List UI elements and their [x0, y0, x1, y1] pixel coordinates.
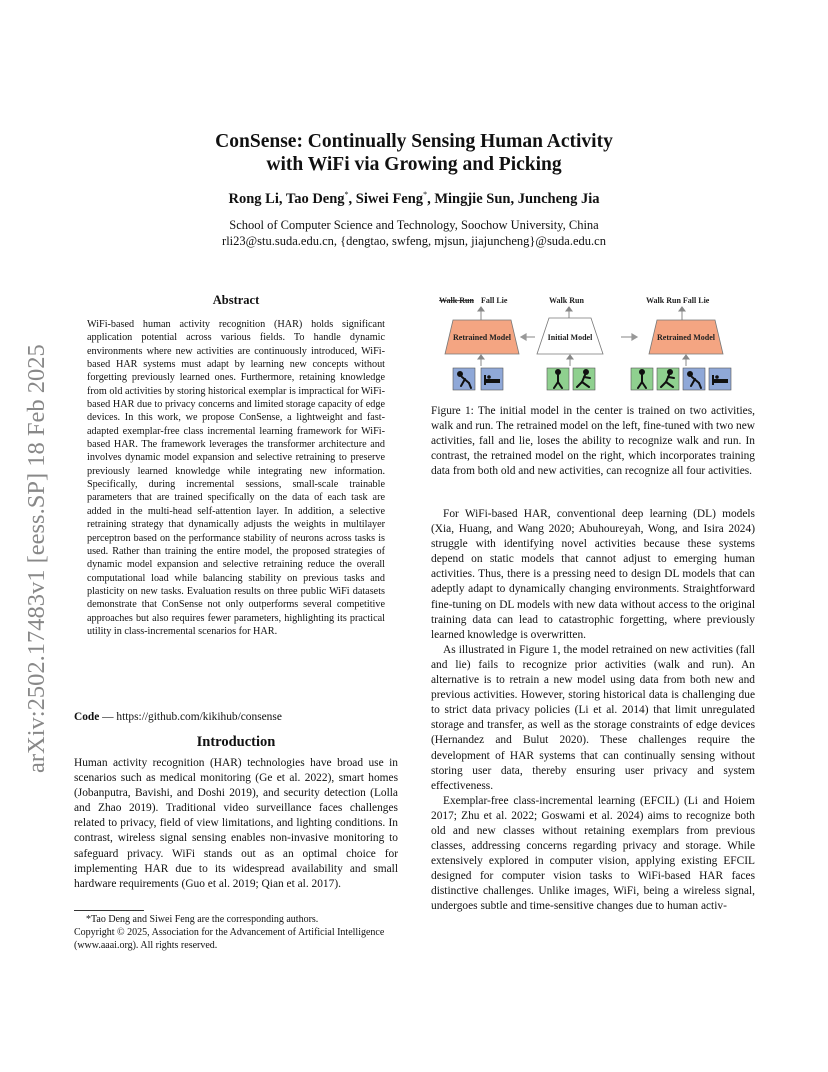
code-line	[74, 711, 398, 723]
corresponding-mark: *	[344, 190, 349, 199]
author-rest: , Mingjie Sun, Juncheng Jia	[427, 190, 600, 207]
footnote-corresponding: *Tao Deng and Siwei Feng are the corresponding authors.	[86, 914, 319, 925]
code-link[interactable]: — https://github.com/kikihub/consense	[99, 711, 282, 723]
arxiv-stamp	[14, 285, 54, 775]
title-line-2: with WiFi via Growing and Picking	[266, 154, 562, 175]
right-activity-icons	[631, 368, 731, 390]
paragraph: For WiFi-based HAR, conventional deep learning (DL) models (Xia, Huang, and Wang 2020; Abuhoureyah, Wong, and Isira 2024) struggle with identifying novel activities because these systems depend on static models that cannot adjust to emerging human activities. Thus, there is a pressing need to design DL models that can adeptly adapt to dynamically changing environments. Straightforward fine-tuning on DL models with new data without access to the original training data can lead to catastrophic forgetting, where previously learned knowledge is overwritten.	[431, 508, 755, 641]
figure-1	[431, 290, 755, 400]
left-activity-icons	[453, 368, 503, 390]
author-emails: rli23@stu.suda.edu.cn, {dengtao, swfeng, mjsun, jiajuncheng}@suda.edu.cn	[222, 234, 606, 248]
code-label: Code	[74, 711, 100, 723]
arxiv-id: arXiv:2502.17483v1 [eess.SP] 18 Feb 2025	[23, 344, 50, 773]
paper-title	[120, 130, 708, 176]
abstract-heading: Abstract	[212, 293, 260, 307]
author-list	[120, 190, 708, 208]
author-2: Tao Deng	[285, 190, 345, 207]
corresponding-mark: *	[423, 190, 428, 199]
title-line-1: ConSense: Continually Sensing Human Activity	[215, 131, 613, 152]
affiliation-block	[120, 217, 708, 249]
paragraph: As illustrated in Figure 1, the model retrained on new activities (fall and lie) fails to recognize prior activities (walk and run). An alternative is to retrain a new model using data from both new and previous activities. However, storing historical data is challenging due to strict data privacy policies (Li et al. 2014) that limit unregulated storage and transfer, as well as the storage constraints of edge devices (Hernandez and Bulut 2020). These challenges require the development of HAR systems that can continually sensing without storing user data, thereby ensuring user privacy and system effectiveness.	[431, 643, 755, 792]
paragraph: Exemplar-free class-incremental learning (EFCIL) (Li and Hoiem 2017; Zhu et al. 2022; Goswami et al. 2024) aims to recognize both old and new classes without retaining exemplars from previous classes, addressing concerns regarding privacy and storage. While extensively explored in computer vision, applying existing EFCIL designed for computer vision tasks to WiFi-based HAR faces distinctive challenges. Unlike images, WiFi, being a wireless signal, undergoes subtle and time-sensitive changes due to human activ-	[431, 794, 755, 913]
affiliation: School of Computer Science and Technology, Soochow University, China	[229, 218, 599, 232]
left-new-labels: Fall Lie	[481, 296, 508, 305]
footnote-copyright: Copyright © 2025, Association for the Advancement of Artificial Intelligence (www.aaai.org). All rights reserved.	[74, 927, 385, 951]
left-model-label: Retrained Model	[453, 333, 511, 342]
introduction-heading: Introduction	[196, 734, 276, 750]
right-model-label: Retrained Model	[657, 333, 715, 342]
center-labels: Walk Run	[549, 296, 584, 305]
footnote-rule	[74, 910, 144, 911]
figure-1-diagram	[431, 290, 755, 400]
right-labels: Walk Run Fall Lie	[646, 296, 710, 305]
left-old-labels: Walk Run	[439, 296, 474, 305]
figure-1-caption: Figure 1: The initial model in the center is trained on two activities, walk and run. The retrained model on the left, fine-tuned with two new activities, fall and lie, loses the ability to recognize walk and run. In contrast, the retrained model on the right, which incorporates training data from both old and new activities, can recognize all four activities.	[431, 405, 755, 478]
right-column-body	[431, 507, 755, 915]
center-model-label: Initial Model	[547, 333, 593, 342]
footnotes	[74, 913, 398, 952]
abstract-text: WiFi-based human activity recognition (HAR) holds significant application potential across various fields. To handle dynamic environments where new activities are continuously introduced, WiFi-based HAR systems must adapt by learning new concepts without forgetting previously learned ones. Furthermore, retaining knowledge from old activities by storing historical exemplar is impractical for WiFi-based HAR due to privacy concerns and limited storage capacity of edge devices. In this work, we propose ConSense, a lightweight and fast-adapted exemplar-free class incremental learning framework for WiFi-based HAR. The framework leverages the transformer architecture and involves dynamic model expansion and selective retraining to preserve previously learned knowledge while integrating new information. Specifically, during incremental sessions, small-scale trainable parameters that are trained specifically on the data of each task are added in the multi-head self-attention layer. In addition, a selective retraining strategy that dynamically adjusts the weights in multilayer perceptron based on the performance stability of neurons across tasks is used. Rather than training the entire model, the proposed strategies of dynamic model expansion and selective retraining reduce the overall computational load while balancing stability on previous tasks and plasticity on new tasks. Evaluation results on three public WiFi datasets demonstrate that ConSense not only outperforms several competitive approaches but also requires fewer parameters, highlighting its practical utility in class-incremental scenarios for HAR.	[87, 319, 385, 637]
introduction-text: Human activity recognition (HAR) technologies have broad use in scenarios such as medical monitoring (Ge et al. 2022), smart homes (Jobanputra, Bavishi, and Doshi 2019), and security detection (Lolla and Zhao 2019). Traditional video surveillance faces challenges related to privacy, field of view limitations, and lighting conditions. In contrast, wireless signal sensing enables non-invasive monitoring to safeguard privacy. WiFi stands out as an optimal choice for implementing HAR due to its widespread availability and small hardware requirements (Guo et al. 2019; Qian et al. 2017).	[74, 757, 398, 890]
center-activity-icons	[547, 368, 595, 390]
author-1: Rong Li,	[228, 190, 286, 207]
author-3: , Siwei Feng	[348, 190, 424, 207]
